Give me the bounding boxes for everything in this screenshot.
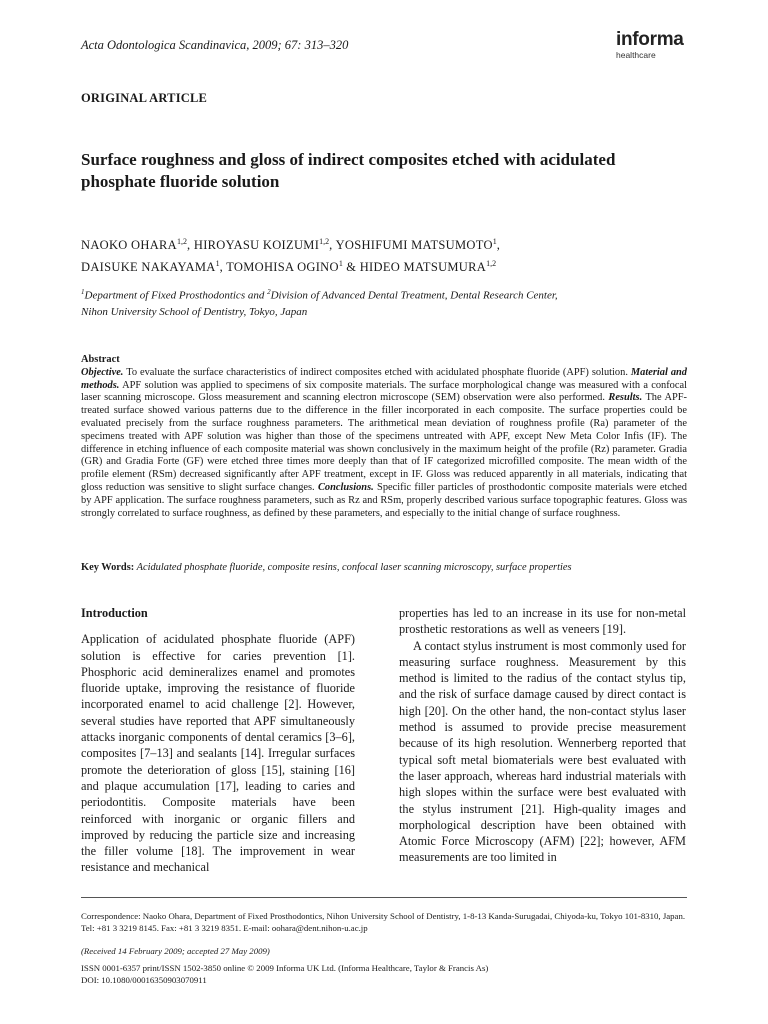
footnote-divider xyxy=(81,897,687,898)
author-name: TOMOHISA OGINO xyxy=(226,259,339,274)
affil-text: Division of Advanced Dental Treatment, Dental Research Center, xyxy=(270,289,558,302)
author-affil-sup: 1 xyxy=(338,258,343,268)
article-type: ORIGINAL ARTICLE xyxy=(81,91,208,105)
author-name: HIROYASU KOIZUMI xyxy=(193,238,320,253)
paragraph: properties has led to an increase in its use for non-metal prosthetic restorations as well as veneers [19]. xyxy=(399,606,686,637)
author-name: NAOKO OHARA xyxy=(81,238,178,253)
author-name: HIDEO MATSUMURA xyxy=(359,259,487,274)
body-column-right xyxy=(399,605,686,866)
affiliations xyxy=(81,284,701,320)
journal-citation: Acta Odontologica Scandinavica, 2009; 67: 313–320 xyxy=(81,38,349,52)
abstract-conclusions: Specific filler particles of prosthodontic composite materials were etched by APF application. The surface roughness parameters, such as Rz and RSm, properly described various surface topographic features. Gloss was strongly correlated to surface roughness, as defined by these parameters, and especially to the initial change of surface roughness. xyxy=(81,481,687,519)
abstract-methods: APF solution was applied to specimens of six composite materials. The surface morphological change was measured with a confocal laser scanning microscope. Gloss measurement and scanning electron microscope (SEM) observation were also performed. xyxy=(81,379,687,404)
author-list xyxy=(81,233,701,276)
author-sep: , xyxy=(496,238,501,253)
keywords xyxy=(81,561,701,574)
author-affil-sup: 1 xyxy=(215,258,220,268)
abstract-heading: Abstract xyxy=(81,354,120,365)
author-affil-sup: 1,2 xyxy=(319,237,330,246)
abstract-objective-label: Objective. xyxy=(81,366,124,378)
section-heading-introduction: Introduction xyxy=(81,606,148,620)
issn-line: ISSN 0001-6357 print/ISSN 1502-3850 online © 2009 Informa UK Ltd. (Informa Healthcare, Taylor & Francis As) xyxy=(81,963,489,973)
logo-sub: healthcare xyxy=(616,50,656,60)
paragraph: A contact stylus instrument is most commonly used for measuring surface roughness. Measurement by this method is limited to the radius of the contact stylus tip, and the risk of surface damage caused by direct contact is high [20]. On the other hand, the non-contact stylus laser method is assumed to provide precise measurement because of its high resolution. Wennerberg reported that typical soft metal biomaterials were best evaluated with the laser approach, whereas hard industrial materials with high slopes within the surface were best evaluated with the stylus instrument [21]. High-quality images and morphological description have been obtained with Atomic Force Microscopy (AFM) [22]; however, AFM measurements are too limited in xyxy=(399,638,686,865)
abstract-results: The APF-treated surface showed various patterns due to the difference in the filler incorporated in each composite. The surface properties could be evaluated precisely from the surface roughness parameters. The arithmetical mean deviation of roughness profile (Ra) parameter of the specimens treated with APF solution was higher than those of the specimens untreated with APF, except New Meta Color Infis (IF). The difference in etching influence of each composite material was shown conclusively in the maximum height of the profile (Rz) parameter. Gradia (GR) and Gradia Forte (GF) were etched three times more deeply than that of IF categorized microfilled composite. The mean width of the profile element (RSm) decreased significantly after APF treatment, except in IF. Gloss was reduced apparently in all materials, indicating that gloss reduction was sensitive to slight surface changes. xyxy=(81,392,688,493)
author-affil-sup: 1 xyxy=(492,237,497,246)
author-sep: , xyxy=(329,238,336,253)
author-affil-sup: 1,2 xyxy=(486,258,497,268)
doi-line: DOI: 10.1080/00016350903070911 xyxy=(81,975,207,986)
affil-sup: 1 xyxy=(81,288,85,296)
issn-doi-block xyxy=(81,962,693,986)
correspondence-note: Correspondence: Naoko Ohara, Department of Fixed Prosthodontics, Nihon University School of Dentistry, 1-8-13 Kanda-Surugadai, Chiyoda-ku, Tokyo 101-8310, Japan. Tel: +81 3 3219 8145. Fax: +81 3 3219 8351. E-mail: oohara@dent.nihon-u.ac.jp xyxy=(81,911,686,934)
author-sep: , xyxy=(187,238,194,253)
publisher-logo xyxy=(616,30,684,60)
abstract-methods-label: Material and methods. xyxy=(81,366,687,391)
abstract xyxy=(81,354,687,520)
keywords-text: Acidulated phosphate fluoride, composite resins, confocal laser scanning microscopy, surface properties xyxy=(134,562,572,573)
author-affil-sup: 1,2 xyxy=(177,237,188,246)
affil-sup: 2 xyxy=(267,288,271,296)
received-dates: (Received 14 February 2009; accepted 27 May 2009) xyxy=(81,946,270,956)
logo-name: informa xyxy=(616,29,684,50)
author-sep: , xyxy=(219,259,227,274)
body-column-left xyxy=(81,605,355,876)
affil-text: Department of Fixed Prosthodontics and xyxy=(84,289,268,302)
author-name: DAISUKE NAKAYAMA xyxy=(81,259,216,274)
abstract-results-label: Results. xyxy=(608,392,643,404)
paragraph: Application of acidulated phosphate fluoride (APF) solution is effective for caries prevention [1]. Phosphoric acid demineralizes enamel and promotes fluoride uptake, improving the resistance of fluoride incorporated enamel to acid challenge [2]. However, several studies have reported that APF simultaneously attacks inorganic components of dental ceramics [3–6], composites [7–13] and sealants [14]. Irregular surfaces promote the deterioration of gloss [15], staining [16] and plaque accumulation [17], leading to caries and periodontitis. Composite materials have been reinforced with inorganic or organic fillers and improved by reducing the particle size and increasing the filler volume [18]. The improvement in wear resistance and mechanical xyxy=(81,632,355,875)
author-sep: & xyxy=(342,259,360,274)
affil-institution: Nihon University School of Dentistry, Tokyo, Japan xyxy=(81,305,308,318)
abstract-conclusions-label: Conclusions. xyxy=(317,481,374,493)
abstract-objective: To evaluate the surface characteristics of indirect composites etched with acidulated phosphate fluoride (APF) solution. xyxy=(123,366,631,378)
keywords-label: Key Words: xyxy=(81,562,135,573)
article-title: Surface roughness and gloss of indirect composites etched with acidulated phosphate fluoride solution xyxy=(81,150,616,191)
author-name: YOSHIFUMI MATSUMOTO xyxy=(335,238,493,253)
